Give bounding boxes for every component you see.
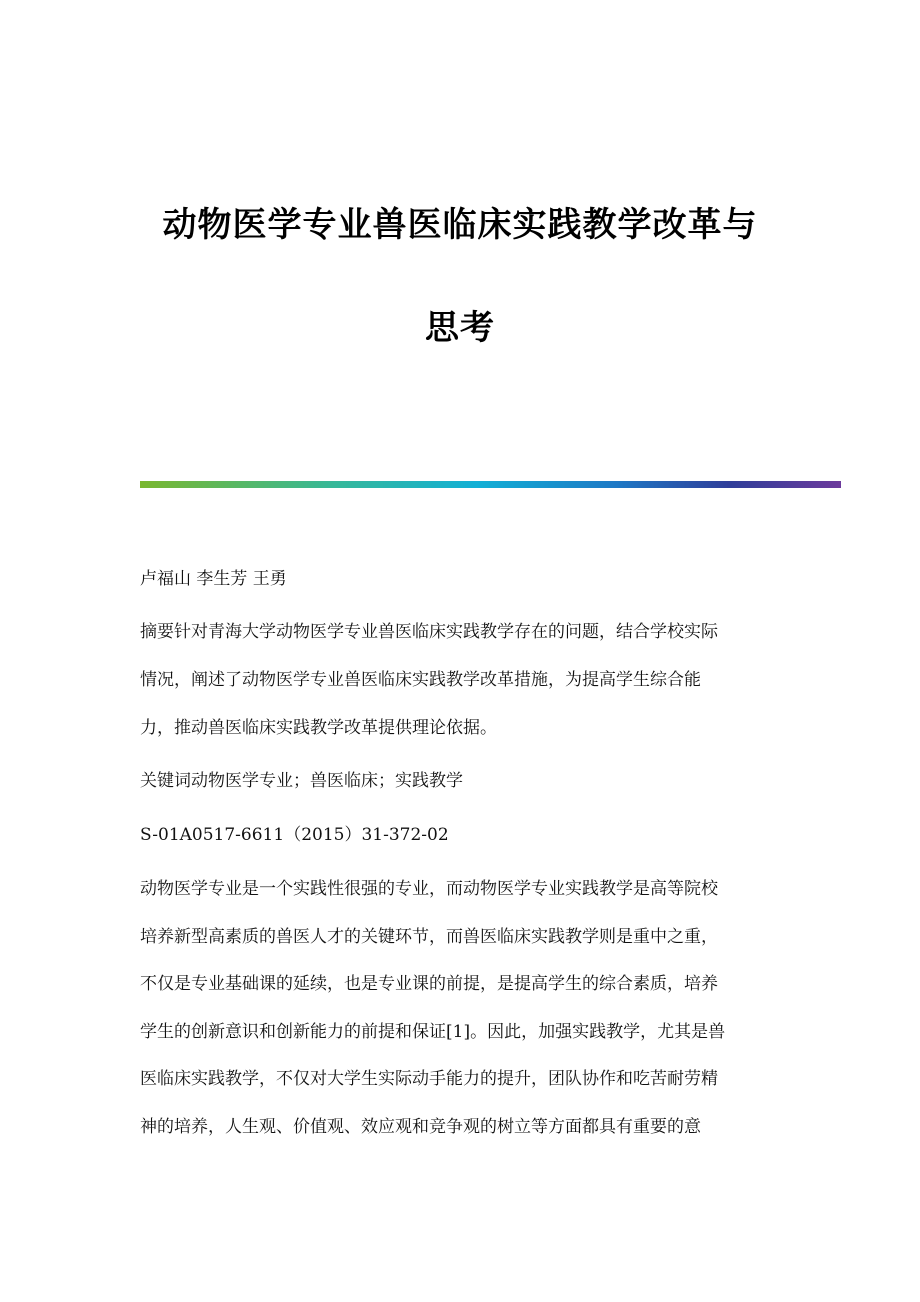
body-line: 医临床实践教学，不仅对大学生实际动手能力的提升，团队协作和吃苦耐劳精 xyxy=(140,1069,718,1089)
authors: 卢福山 李生芳 王勇 xyxy=(140,569,287,589)
abstract-line: 情况，阐述了动物医学专业兽医临床实践教学改革措施，为提高学生综合能 xyxy=(140,670,701,690)
abstract xyxy=(140,619,780,741)
document-title xyxy=(80,205,840,348)
article-code: S-01A0517-6611（2015）31-372-02 xyxy=(140,825,449,845)
body-line: 培养新型高素质的兽医人才的关键环节，而兽医临床实践教学则是重中之重， xyxy=(140,926,718,947)
abstract-line: 摘要针对青海大学动物医学专业兽医临床实践教学存在的问题，结合学校实际 xyxy=(140,622,718,642)
body-line: 学生的创新意识和创新能力的前提和保证[1]。因此，加强实践教学，尤其是兽 xyxy=(140,1021,726,1042)
title-line-1: 动物医学专业兽医临床实践教学改革与 xyxy=(162,205,758,245)
body-line: 神的培养，人生观、价值观、效应观和竞争观的树立等方面都具有重要的意 xyxy=(140,1116,701,1137)
keywords: 关键词动物医学专业；兽医临床；实践教学 xyxy=(140,771,463,791)
document-content xyxy=(140,566,780,1161)
body-line: 不仅是专业基础课的延续，也是专业课的前提，是提高学生的综合素质，培养 xyxy=(140,974,718,994)
body-paragraph xyxy=(140,876,780,1140)
title-line-2: 思考 xyxy=(425,308,495,348)
body-line: 动物医学专业是一个实践性很强的专业，而动物医学专业实践教学是高等院校 xyxy=(140,879,718,899)
abstract-line: 力，推动兽医临床实践教学改革提供理论依据。 xyxy=(140,718,497,738)
gradient-divider xyxy=(140,481,841,488)
